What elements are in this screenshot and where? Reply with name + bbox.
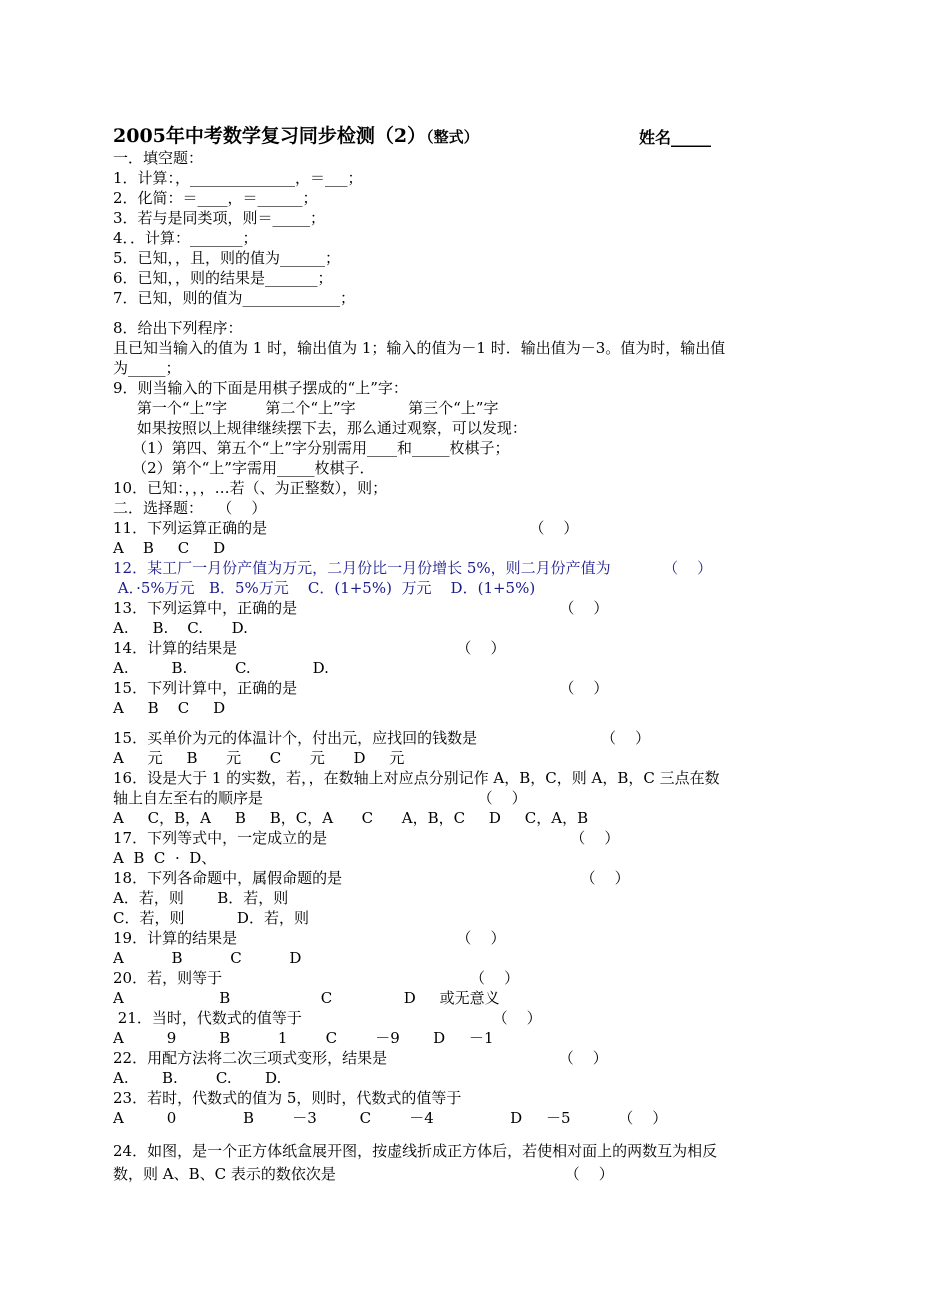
question-12-options: A．·5%万元 B．5%万元 C．(1+5%) 万元 D．(1+5%) [113, 579, 536, 597]
question-14-options: A. B. C. D. [113, 659, 329, 677]
question-18-options-ab: A．若，则 B．若，则 [113, 889, 289, 907]
question-17: 17．下列等式中，一定成立的是 （ ） [113, 829, 620, 847]
question-21: 21．当时，代数式的值等于 （ ） [113, 1009, 542, 1027]
question-16: 16．设是大于 1 的实数，若，，在数轴上对应点分别记作 A，B，C，则 A，B，C 三点在数 [113, 769, 720, 787]
question-16-cont: 轴上自左至右的顺序是 （ ） [113, 789, 527, 807]
question-22-options: A. B. C. D. [113, 1069, 282, 1087]
question-18: 18．下列各命题中，属假命题的是 （ ） [113, 869, 630, 887]
question-23-options: A 0 B －3 C －4 D －5 （ ） [113, 1109, 668, 1127]
question-19: 19．计算的结果是 （ ） [113, 929, 506, 947]
question-9: 9．则当输入的下面是用棋子摆成的“上”字： [113, 379, 408, 397]
question-9-part-1: （1）第四、第五个“上”字分别需用____和_____枚棋子； [113, 439, 510, 457]
question-16-options: A C，B，A B B，C，A C A，B，C D C，A，B [113, 809, 589, 827]
question-13-options: A. B. C. D. [113, 619, 248, 637]
question-18-options-cd: C．若，则 D．若，则 [113, 909, 309, 927]
question-11: 11．下列运算正确的是 （ ） [113, 519, 579, 537]
question-8-text-cont: 为_____； [113, 359, 181, 377]
question-11-options: A B C D [113, 539, 226, 557]
question-17-options: A B C · D、 [113, 849, 217, 867]
question-19-options: A B C D [113, 949, 302, 967]
document-title [113, 124, 712, 149]
question-15b-options: A 元 B 元 C 元 D 元 [113, 749, 405, 767]
question-2: 2．化简：＝____，＝______； [113, 189, 318, 207]
question-9-text: 如果按照以上规律继续摆下去，那么通过观察，可以发现： [113, 419, 527, 437]
question-8: 8．给出下列程序： [113, 319, 243, 337]
question-14: 14．计算的结果是 （ ） [113, 639, 506, 657]
question-9-part-2: （2）第个“上”字需用_____枚棋子． [113, 459, 375, 477]
question-15a: 15．下列计算中，正确的是 （ ） [113, 679, 609, 697]
question-5: 5．已知，，且，则的值为______； [113, 249, 341, 267]
section-choice-heading: 二．选择题： （ ） [113, 499, 267, 517]
question-20-options: A B C D 或无意义 [113, 989, 500, 1007]
title-main: 2005年中考数学复习同步检测（2） [113, 125, 427, 147]
question-4: 4．．计算：_______； [113, 229, 258, 247]
question-13: 13．下列运算中，正确的是 （ ） [113, 599, 609, 617]
question-22: 22．用配方法将二次三项式变形，结果是 （ ） [113, 1049, 608, 1067]
question-9-figure-captions: 第一个“上”字 第二个“上”字 第三个“上”字 [113, 399, 499, 417]
section-fill-in-heading: 一．填空题： [113, 149, 204, 167]
question-8-text: 且已知当输入的值为 1 时，输出值为 1；输入的值为－1 时．输出值为－3。值为时，输出值 [113, 339, 726, 357]
question-23: 23．若时，代数式的值为 5，则时，代数式的值等于 [113, 1089, 462, 1107]
question-3: 3．若与是同类项，则＝_____； [113, 209, 326, 227]
question-21-options: A 9 B 1 C －9 D －1 [113, 1029, 494, 1047]
question-1: 1．计算：，______________，＝___； [113, 169, 363, 187]
question-15a-options: A B C D [113, 699, 226, 717]
question-20: 20．若，则等于 （ ） [113, 969, 520, 987]
title-subtitle: （整式） [426, 128, 479, 146]
question-10: 10．已知：，，，…若（、为正整数），则； [113, 479, 388, 497]
question-15b: 15．买单价为元的体温计个，付出元，应找回的钱数是 （ ） [113, 729, 651, 747]
name-field-label: 姓名_____ [639, 128, 712, 147]
question-6: 6．已知，，则的结果是_______； [113, 269, 333, 287]
question-24-cont: 数，则 A、B、C 表示的数依次是 （ ） [113, 1165, 614, 1183]
question-7: 7．已知，则的值为_____________； [113, 289, 356, 307]
question-24: 24．如图，是一个正方体纸盒展开图，按虚线折成正方体后，若使相对面上的两数互为相反 [113, 1142, 718, 1160]
question-12: 12．某工厂一月份产值为万元，二月份比一月份增长 5%，则二月份产值为 （ ） [113, 559, 713, 577]
